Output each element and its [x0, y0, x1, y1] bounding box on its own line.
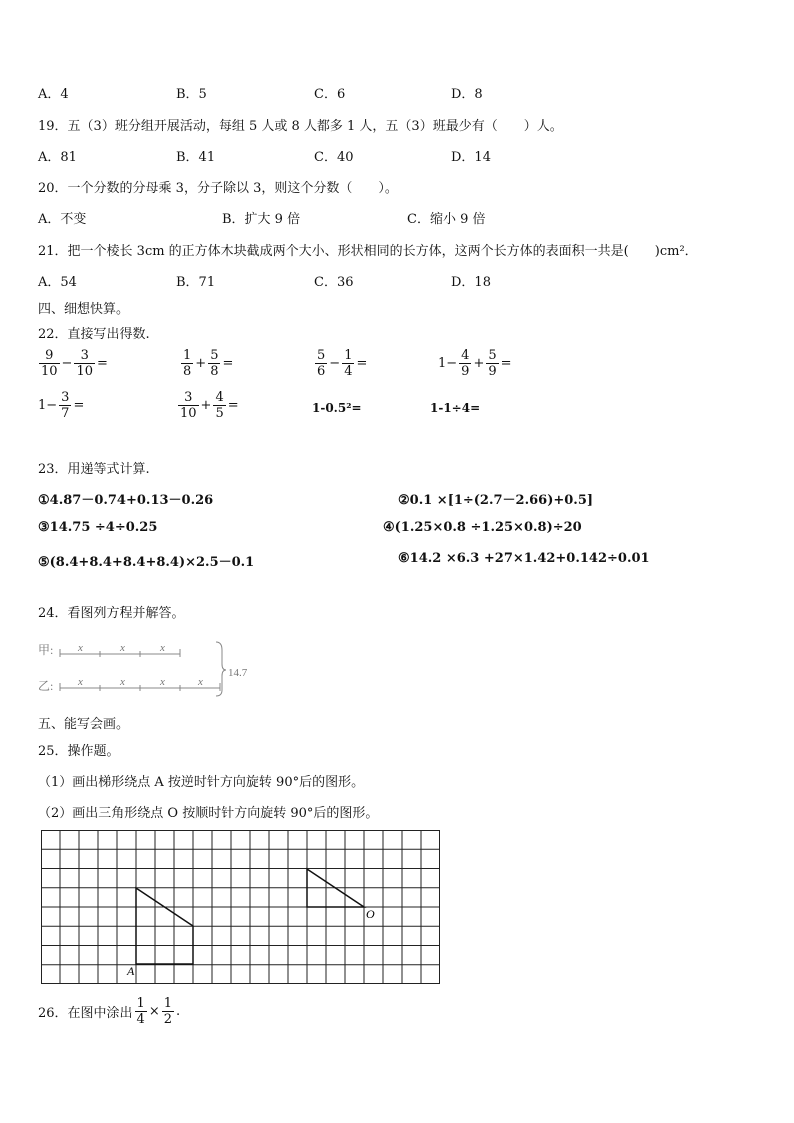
fraction: $\frac{3}{10}$ — [76, 348, 93, 379]
fraction: $\frac{9}{10}$ — [41, 348, 58, 379]
label-yi: 乙: — [38, 679, 54, 693]
fraction: $\frac{5}{8}$ — [210, 348, 219, 379]
var-x: x — [160, 642, 165, 654]
var-x: x — [120, 676, 125, 688]
q21-option-d: D．18 — [451, 275, 491, 290]
section-5-heading: 五、能写会画。 — [38, 717, 130, 732]
section-4-heading: 四、细想快算。 — [38, 302, 130, 317]
q23-item-4: ④(1.25×0.8 ÷1.25×0.8)÷20 — [383, 520, 582, 535]
q23-item-6: ⑥14.2 ×6.3 +27×1.42+0.142÷0.01 — [398, 551, 650, 566]
q22-expr-4: 1− $\frac{4}{9}$ + $\frac{5}{9}$ = — [438, 348, 512, 379]
q22-expr-8: 1-1÷4= — [430, 401, 481, 415]
q18-option-b: B．5 — [176, 87, 207, 102]
q18-option-a: A．4 — [38, 87, 69, 102]
q24-diagram — [36, 636, 266, 698]
q21-option-c: C．36 — [314, 275, 354, 290]
fraction: $\frac{5}{9}$ — [488, 348, 497, 379]
fraction: $\frac{5}{6}$ — [317, 348, 326, 379]
fraction: $\frac{1}{8}$ — [183, 348, 192, 379]
q23-item-1: ①4.87－0.74+0.13－0.26 — [38, 493, 214, 508]
var-x: x — [78, 642, 83, 654]
q21-option-a: A．54 — [38, 275, 77, 290]
q18-option-c: C．6 — [314, 87, 346, 102]
q22-expr-2: $\frac{1}{8}$ + $\frac{5}{8}$ = — [183, 348, 234, 379]
q23-text: 23．用递等式计算. — [38, 462, 150, 477]
fraction: $\frac{1}{4}$ — [344, 348, 353, 379]
var-x: x — [198, 676, 203, 688]
fraction: $\frac{3}{10}$ — [180, 390, 197, 421]
q22-expr-6: $\frac{3}{10}$ + $\frac{4}{5}$ = — [180, 390, 239, 421]
q22-expr-7: 1-0.5²= — [312, 401, 362, 415]
q18-option-d: D．8 — [451, 87, 483, 102]
fraction: $\frac{4}{9}$ — [461, 348, 470, 379]
q20-option-b: B．扩大 9 倍 — [222, 212, 301, 227]
q20-text: 20．一个分数的分母乘 3，分子除以 3，则这个分数（ ）。 — [38, 181, 398, 196]
q23-item-3: ③14.75 ÷4÷0.25 — [38, 520, 158, 535]
q23-item-5: ⑤(8.4+8.4+8.4+8.4)×2.5－0.1 — [38, 555, 255, 570]
q20-option-a: A．不变 — [38, 212, 87, 227]
rotation-grid — [41, 830, 440, 984]
fraction: $\frac{1}{4}$ — [136, 996, 145, 1027]
q25-sub1: （1）画出梯形绕点 A 按逆时针方向旋转 90°后的图形。 — [38, 775, 365, 790]
q23-item-2: ②0.1 ×[1÷(2.7－2.66)+0.5] — [398, 493, 594, 508]
q26-text: 26．在图中涂出 $\frac{1}{4}$ × $\frac{1}{2}$ . — [38, 996, 181, 1027]
q20-option-c: C．缩小 9 倍 — [407, 212, 486, 227]
q22-expr-1: $\frac{9}{10}$ − $\frac{3}{10}$ = — [41, 348, 108, 379]
q21-option-b: B．71 — [176, 275, 216, 290]
q22-expr-5: 1− $\frac{3}{7}$ = — [38, 390, 85, 421]
q22-expr-3: $\frac{5}{6}$ − $\frac{1}{4}$ = — [317, 348, 368, 379]
q19-option-b: B．41 — [176, 150, 216, 165]
var-x: x — [120, 642, 125, 654]
total-label: 14.7 — [228, 667, 248, 679]
var-x: x — [78, 676, 83, 688]
q22-text: 22．直接写出得数. — [38, 327, 150, 342]
point-a-label: A — [127, 964, 135, 978]
q19-option-d: D．14 — [451, 150, 491, 165]
q24-text: 24．看图列方程并解答。 — [38, 606, 185, 621]
var-x: x — [160, 676, 165, 688]
q25-sub2: （2）画出三角形绕点 O 按顺时针方向旋转 90°后的图形。 — [38, 806, 379, 821]
q19-option-c: C．40 — [314, 150, 354, 165]
point-o-label: O — [366, 907, 375, 921]
q19-option-a: A．81 — [38, 150, 77, 165]
q25-text: 25．操作题。 — [38, 744, 120, 759]
q21-text: 21．把一个棱长 3cm 的正方体木块截成两个大小、形状相同的长方体，这两个长方体的表面积一共是( )cm²． — [38, 244, 698, 259]
fraction: $\frac{3}{7}$ — [61, 390, 70, 421]
q19-text: 19．五（3）班分组开展活动，每组 5 人或 8 人都多 1 人，五（3）班最少有（ ）人。 — [38, 119, 563, 134]
fraction: $\frac{4}{5}$ — [215, 390, 224, 421]
fraction: $\frac{1}{2}$ — [163, 996, 173, 1027]
label-jia: 甲: — [38, 643, 54, 657]
